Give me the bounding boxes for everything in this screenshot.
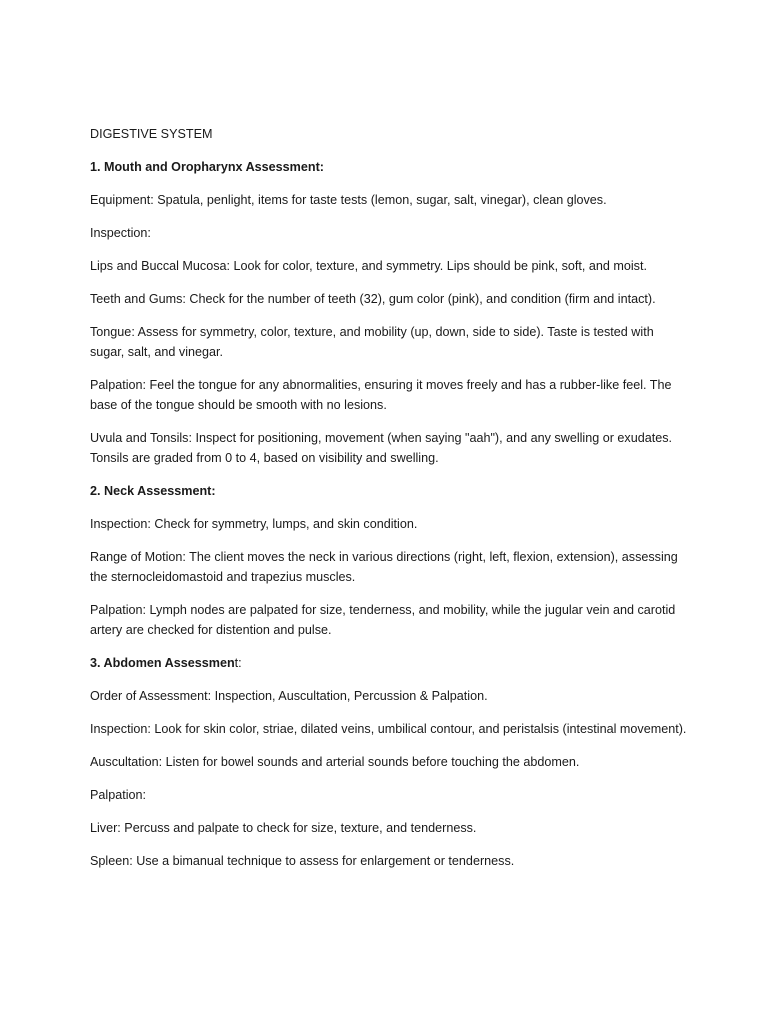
document-body <box>90 124 690 884</box>
paragraph-liver: Liver: Percuss and palpate to check for size, texture, and tenderness. <box>90 821 477 835</box>
paragraph-equipment: Equipment: Spatula, penlight, items for taste tests (lemon, sugar, salt, vinegar), clean gloves. <box>90 193 607 207</box>
section-heading-abdomen-bold: 3. Abdomen Assessmen <box>90 656 235 670</box>
paragraph-tongue: Tongue: Assess for symmetry, color, texture, and mobility (up, down, side to side). Taste is tested with sugar, salt, and vinegar. <box>90 325 654 359</box>
document-title: DIGESTIVE SYSTEM <box>90 127 213 141</box>
paragraph-inspection-label: Inspection: <box>90 226 151 240</box>
paragraph-abdomen-auscultation: Auscultation: Listen for bowel sounds and arterial sounds before touching the abdomen. <box>90 755 580 769</box>
paragraph-abdomen-inspection: Inspection: Look for skin color, striae, dilated veins, umbilical contour, and peristalsis (intestinal movement). <box>90 722 687 736</box>
paragraph-teeth: Teeth and Gums: Check for the number of teeth (32), gum color (pink), and condition (firm and intact). <box>90 292 656 306</box>
paragraph-neck-range: Range of Motion: The client moves the neck in various directions (right, left, flexion, extension), assessing the sternocleidomastoid and trapezius muscles. <box>90 550 678 584</box>
paragraph-lips: Lips and Buccal Mucosa: Look for color, texture, and symmetry. Lips should be pink, soft, and moist. <box>90 259 647 273</box>
paragraph-palpation-tongue: Palpation: Feel the tongue for any abnormalities, ensuring it moves freely and has a rubber-like feel. The base of the tongue should be smooth with no lesions. <box>90 378 672 412</box>
section-heading-neck: 2. Neck Assessment: <box>90 484 216 498</box>
paragraph-abdomen-palpation-label: Palpation: <box>90 788 147 802</box>
paragraph-spleen: Spleen: Use a bimanual technique to assess for enlargement or tenderness. <box>90 854 515 868</box>
paragraph-abdomen-order: Order of Assessment: Inspection, Auscultation, Percussion & Palpation. <box>90 689 488 703</box>
section-heading-abdomen <box>90 653 690 673</box>
section-heading-mouth: 1. Mouth and Oropharynx Assessment: <box>90 160 324 174</box>
paragraph-neck-inspection: Inspection: Check for symmetry, lumps, and skin condition. <box>90 517 418 531</box>
section-heading-abdomen-rest: t: <box>234 656 242 670</box>
paragraph-uvula: Uvula and Tonsils: Inspect for positioning, movement (when saying "aah"), and any swelling or exudates. Tonsils are graded from 0 to 4, based on visibility and swelling. <box>90 431 673 465</box>
paragraph-neck-palpation: Palpation: Lymph nodes are palpated for size, tenderness, and mobility, while the jugular vein and carotid artery are checked for distention and pulse. <box>90 603 676 637</box>
